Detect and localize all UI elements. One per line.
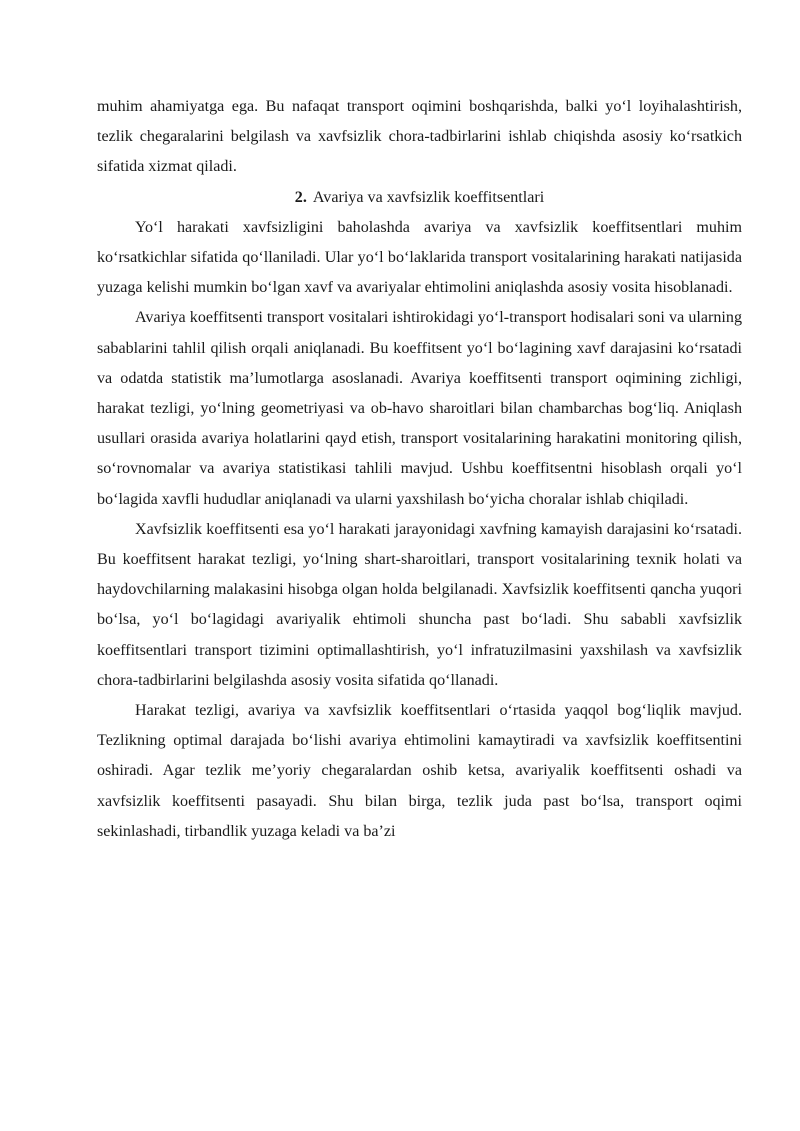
section-number: 2.: [294, 188, 307, 206]
body-paragraph-2: Avariya koeffitsenti transport vositalari ishtirokidagi yo‘l-transport hodisalari soni va ularning sabablarini tahlil qilish orqali aniqlanadi. Bu koeffitsent yo‘l bo‘lagining xavf darajasini ko‘rsatadi va odatda statistik ma’lumotlarga asoslanadi. Avariya koeffitsenti transport oqimining zichligi, harakat tezligi, yo‘lning geometriyasi va ob-havo sharoitlari bilan chambarchas bog‘liq. Aniqlash usullari orasida avariya holatlarini qayd etish, transport vositalarining harakatini monitoring qilish, so‘rovnomalar va avariya statistikasi tahlili mavjud. Ushbu koeffitsentni hisoblash orqali yo‘l bo‘lagida xavfli hududlar aniqlanadi va ularni yaxshilash bo‘yicha choralar ishlab chiqiladi.: [97, 309, 742, 508]
section-heading: [97, 183, 742, 213]
body-paragraph-4: Harakat tezligi, avariya va xavfsizlik koeffitsentlari o‘rtasida yaqqol bog‘liqlik mavjud. Tezlikning optimal darajada bo‘lishi avariya ehtimolini kamaytiradi va xavfsizlik koeffitsentini oshiradi. Agar tezlik me’yoriy chegaralardan oshib ketsa, avariyalik koeffitsenti oshadi va xavfsizlik koeffitsenti pasayadi. Shu bilan birga, tezlik juda past bo‘lsa, transport oqimi sekinlashadi, tirbandlik yuzaga keladi va ba’zi: [97, 702, 742, 840]
intro-paragraph: muhim ahamiyatga ega. Bu nafaqat transport oqimini boshqarishda, balki yo‘l loyihalashtirish, tezlik chegaralarini belgilash va xavfsizlik chora-tadbirlarini ishlab chiqishda asosiy ko‘rsatkich sifatida xizmat qiladi.: [97, 98, 742, 176]
section-title: Avariya va xavfsizlik koeffitsentlari: [312, 188, 545, 206]
body-paragraph-3: Xavfsizlik koeffitsenti esa yo‘l harakati jarayonidagi xavfning kamayish darajasini ko‘rsatadi. Bu koeffitsent harakat tezligi, yo‘lning shart-sharoitlari, transport vositalarining texnik holati va haydovchilarning malakasini hisobga olgan holda belgilanadi. Xavfsizlik koeffitsenti qancha yuqori bo‘lsa, yo‘l bo‘lagidagi avariyalik ehtimoli shuncha past bo‘ladi. Shu sababli xavfsizlik koeffitsentlari transport tizimini optimallashtirish, yo‘l infratuzilmasini yaxshilash va xavfsizlik chora-tadbirlarini belgilashda asosiy vosita sifatida qo‘llanadi.: [97, 520, 742, 689]
body-paragraph-1: Yo‘l harakati xavfsizligini baholashda avariya va xavfsizlik koeffitsentlari muhim ko‘rsatkichlar sifatida qo‘llaniladi. Ular yo‘l bo‘laklarida transport vositalarining harakati natijasida yuzaga kelishi mumkin bo‘lgan xavf va avariyalar ehtimolini aniqlashda asosiy vosita hisoblanadi.: [97, 218, 742, 297]
document-page: [97, 92, 742, 847]
